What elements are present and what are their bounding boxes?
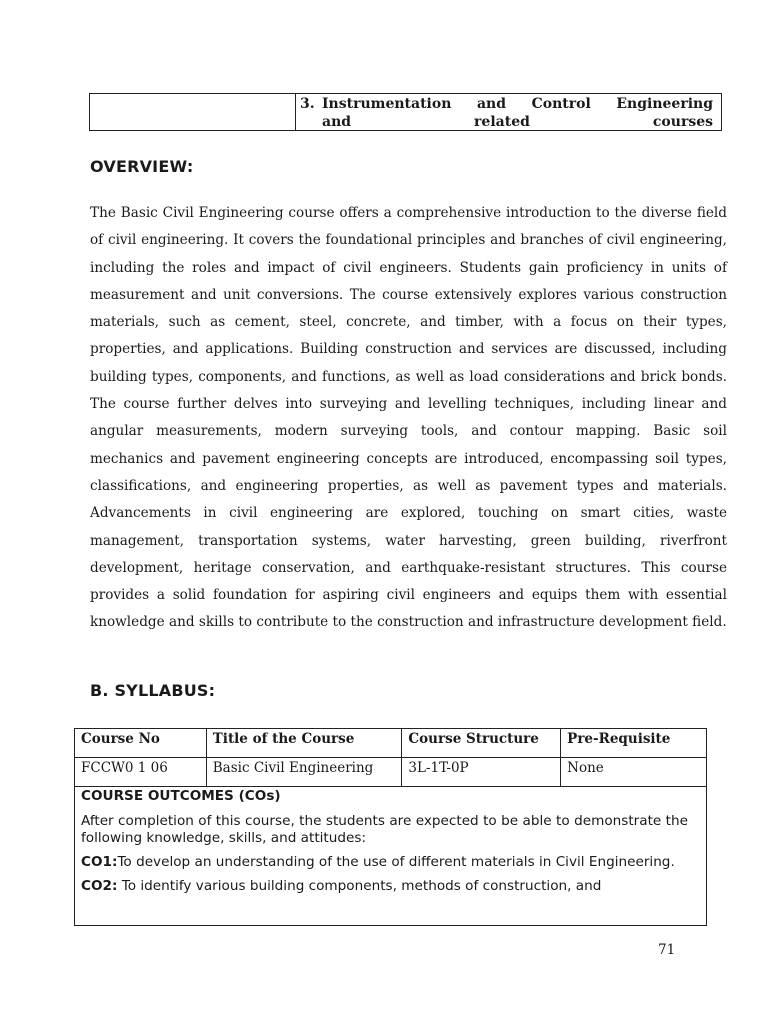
course-structure: 3L-1T-0P — [402, 758, 561, 787]
overview-heading: OVERVIEW: — [90, 157, 194, 176]
outcome-text: To develop an understanding of the use of different materials in Civil Engineering. — [117, 854, 675, 870]
page-number: 71 — [658, 942, 676, 958]
syllabus-header-row — [75, 729, 707, 758]
program-title-line1: Instrumentation and Control Engineering — [322, 96, 713, 112]
course-title: Basic Civil Engineering — [206, 758, 402, 787]
outcome-text: To identify various building components, methods of construction, and — [117, 878, 602, 894]
outcome-label: CO1: — [81, 854, 118, 870]
outcomes-title: COURSE OUTCOMES (COs) — [81, 788, 281, 804]
outcome-item — [81, 854, 688, 871]
col-course-structure: Course Structure — [402, 729, 561, 758]
overview-paragraph: The Basic Civil Engineering course offers a comprehensive introduction to the diverse field of civil engineering. It covers the foundational principles and branches of civil engineering, including the roles and impact of civil engineers. Students gain proficiency in units of measurement and unit conversions. The course extensively explores various construction materials, such as cement, steel, concrete, and timber, with a focus on their types, properties, and applications. Building construction and services are discussed, including building types, components, and functions, as well as load considerations and brick bonds. The course further delves into surveying and levelling techniques, including linear and angular measurements, modern surveying tools, and contour mapping. Basic soil mechanics and pavement engineering concepts are introduced, encompassing soil types, classifications, and engineering properties, as well as pavement types and materials. Advancements in civil engineering are explored, touching on smart cities, waste management, transportation systems, water harvesting, green building, riverfront development, heritage conservation, and earthquake-resistant structures. This course provides a solid foundation for aspiring civil engineers and equips them with essential knowledge and skills to contribute to the construction and infrastructure development field. — [90, 205, 727, 631]
program-table-cell — [296, 94, 721, 130]
course-outcomes-box — [74, 786, 707, 926]
program-table — [89, 93, 722, 131]
col-course-title: Title of the Course — [206, 729, 402, 758]
outcome-item — [81, 878, 688, 895]
table-row — [75, 758, 707, 787]
program-title — [322, 95, 713, 130]
program-table-empty-cell — [90, 94, 296, 130]
col-course-no: Course No — [75, 729, 207, 758]
course-no: FCCW0 1 06 — [75, 758, 207, 787]
syllabus-heading: B. SYLLABUS: — [90, 681, 216, 700]
prerequisite: None — [561, 758, 707, 787]
program-title-line2: and related courses — [322, 114, 713, 130]
program-number: 3. — [300, 96, 315, 112]
syllabus-table — [74, 728, 707, 787]
outcomes-intro: After completion of this course, the students are expected to be able to demonstrate the following knowledge, skills, and attitudes: — [81, 813, 688, 846]
col-prerequisite: Pre-Requisite — [561, 729, 707, 758]
outcome-label: CO2: — [81, 878, 118, 894]
